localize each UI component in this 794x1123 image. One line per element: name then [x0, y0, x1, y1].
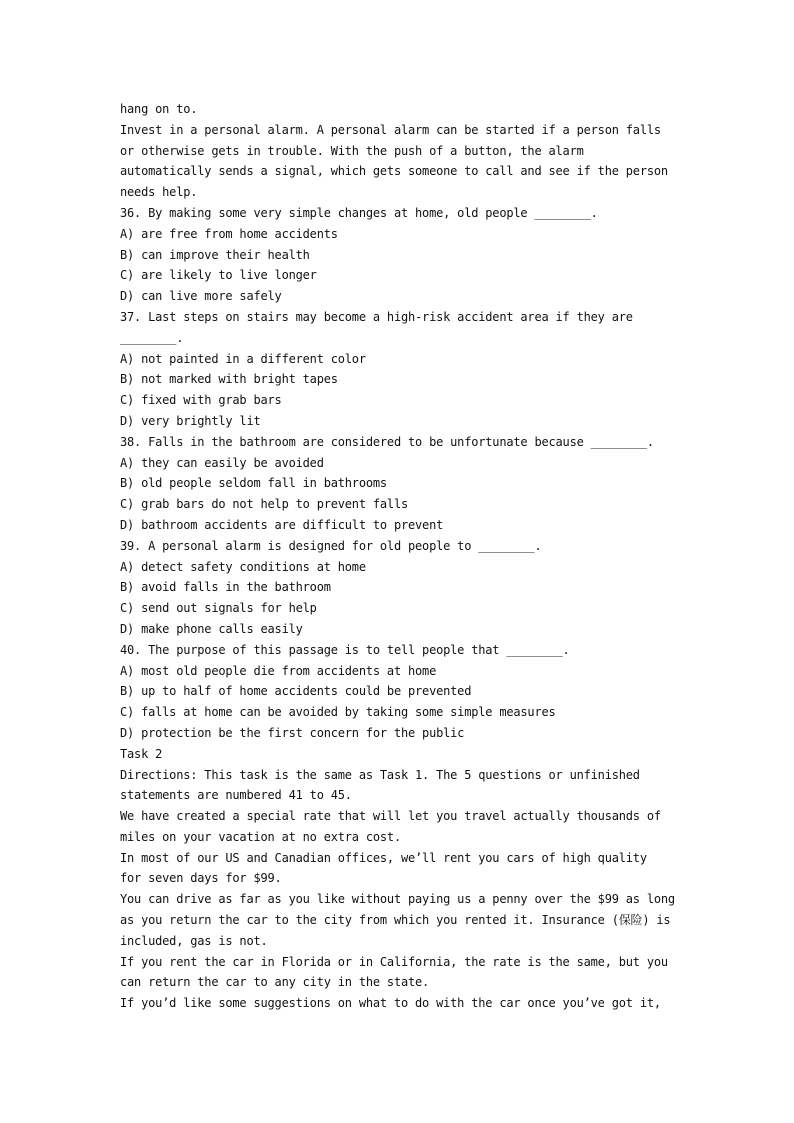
option-line: A) most old people die from accidents at home: [120, 663, 437, 678]
text-line: If you rent the car in Florida or in California, the rate is the same, but you: [120, 954, 668, 969]
text-line: automatically sends a signal, which gets someone to call and see if the person: [120, 164, 668, 179]
option-line: D) very brightly lit: [120, 413, 261, 428]
text-line: ________.: [120, 330, 184, 345]
option-line: B) not marked with bright tapes: [120, 372, 338, 387]
option-line: C) falls at home can be avoided by taking some simple measures: [120, 705, 556, 720]
text-line: can return the car to any city in the state.: [120, 975, 430, 990]
text-line: for seven days for $99.: [120, 871, 282, 886]
option-line: C) grab bars do not help to prevent falls: [120, 497, 409, 512]
text-line: miles on your vacation at no extra cost.: [120, 829, 401, 844]
text-line: We have created a special rate that will let you travel actually thousands of: [120, 809, 661, 824]
question-39: 39. A personal alarm is designed for old people to ________.: [120, 538, 542, 553]
option-line: C) fixed with grab bars: [120, 393, 282, 408]
section-heading: Task 2: [120, 746, 163, 761]
option-line: D) bathroom accidents are difficult to prevent: [120, 517, 444, 532]
option-line: B) up to half of home accidents could be prevented: [120, 684, 472, 699]
text-line: In most of our US and Canadian offices, we’ll rent you cars of high quality: [120, 850, 647, 865]
option-line: C) are likely to live longer: [120, 268, 317, 283]
question-40: 40. The purpose of this passage is to tell people that ________.: [120, 642, 570, 657]
text-line: You can drive as far as you like without paying us a penny over the $99 as long: [120, 892, 675, 907]
text-line: Directions: This task is the same as Task 1. The 5 questions or unfinished: [120, 767, 640, 782]
option-line: D) protection be the first concern for the public: [120, 725, 465, 740]
option-line: A) are free from home accidents: [120, 226, 338, 241]
option-line: A) detect safety conditions at home: [120, 559, 366, 574]
option-line: B) old people seldom fall in bathrooms: [120, 476, 387, 491]
text-line: as you return the car to the city from which you rented it. Insurance (保险) is: [120, 913, 671, 928]
text-line: If you’d like some suggestions on what to do with the car once you’ve got it,: [120, 996, 661, 1011]
text-line: hang on to.: [120, 102, 198, 116]
option-line: C) send out signals for help: [120, 601, 317, 616]
option-line: B) can improve their health: [120, 247, 310, 262]
option-line: A) they can easily be avoided: [120, 455, 324, 470]
text-line: or otherwise gets in trouble. With the push of a button, the alarm: [120, 143, 584, 158]
option-line: A) not painted in a different color: [120, 351, 366, 366]
option-line: B) avoid falls in the bathroom: [120, 580, 331, 595]
question-38: 38. Falls in the bathroom are considered to be unfortunate because ________.: [120, 434, 654, 449]
text-line: included, gas is not.: [120, 933, 268, 948]
question-36: 36. By making some very simple changes at home, old people ________.: [120, 205, 598, 220]
document-body: [120, 99, 680, 1014]
text-line: needs help.: [120, 185, 198, 200]
text-line: statements are numbered 41 to 45.: [120, 788, 352, 803]
option-line: D) can live more safely: [120, 289, 282, 304]
option-line: D) make phone calls easily: [120, 621, 303, 636]
question-37: 37. Last steps on stairs may become a high-risk accident area if they are: [120, 309, 633, 324]
text-line: Invest in a personal alarm. A personal alarm can be started if a person falls: [120, 122, 661, 137]
